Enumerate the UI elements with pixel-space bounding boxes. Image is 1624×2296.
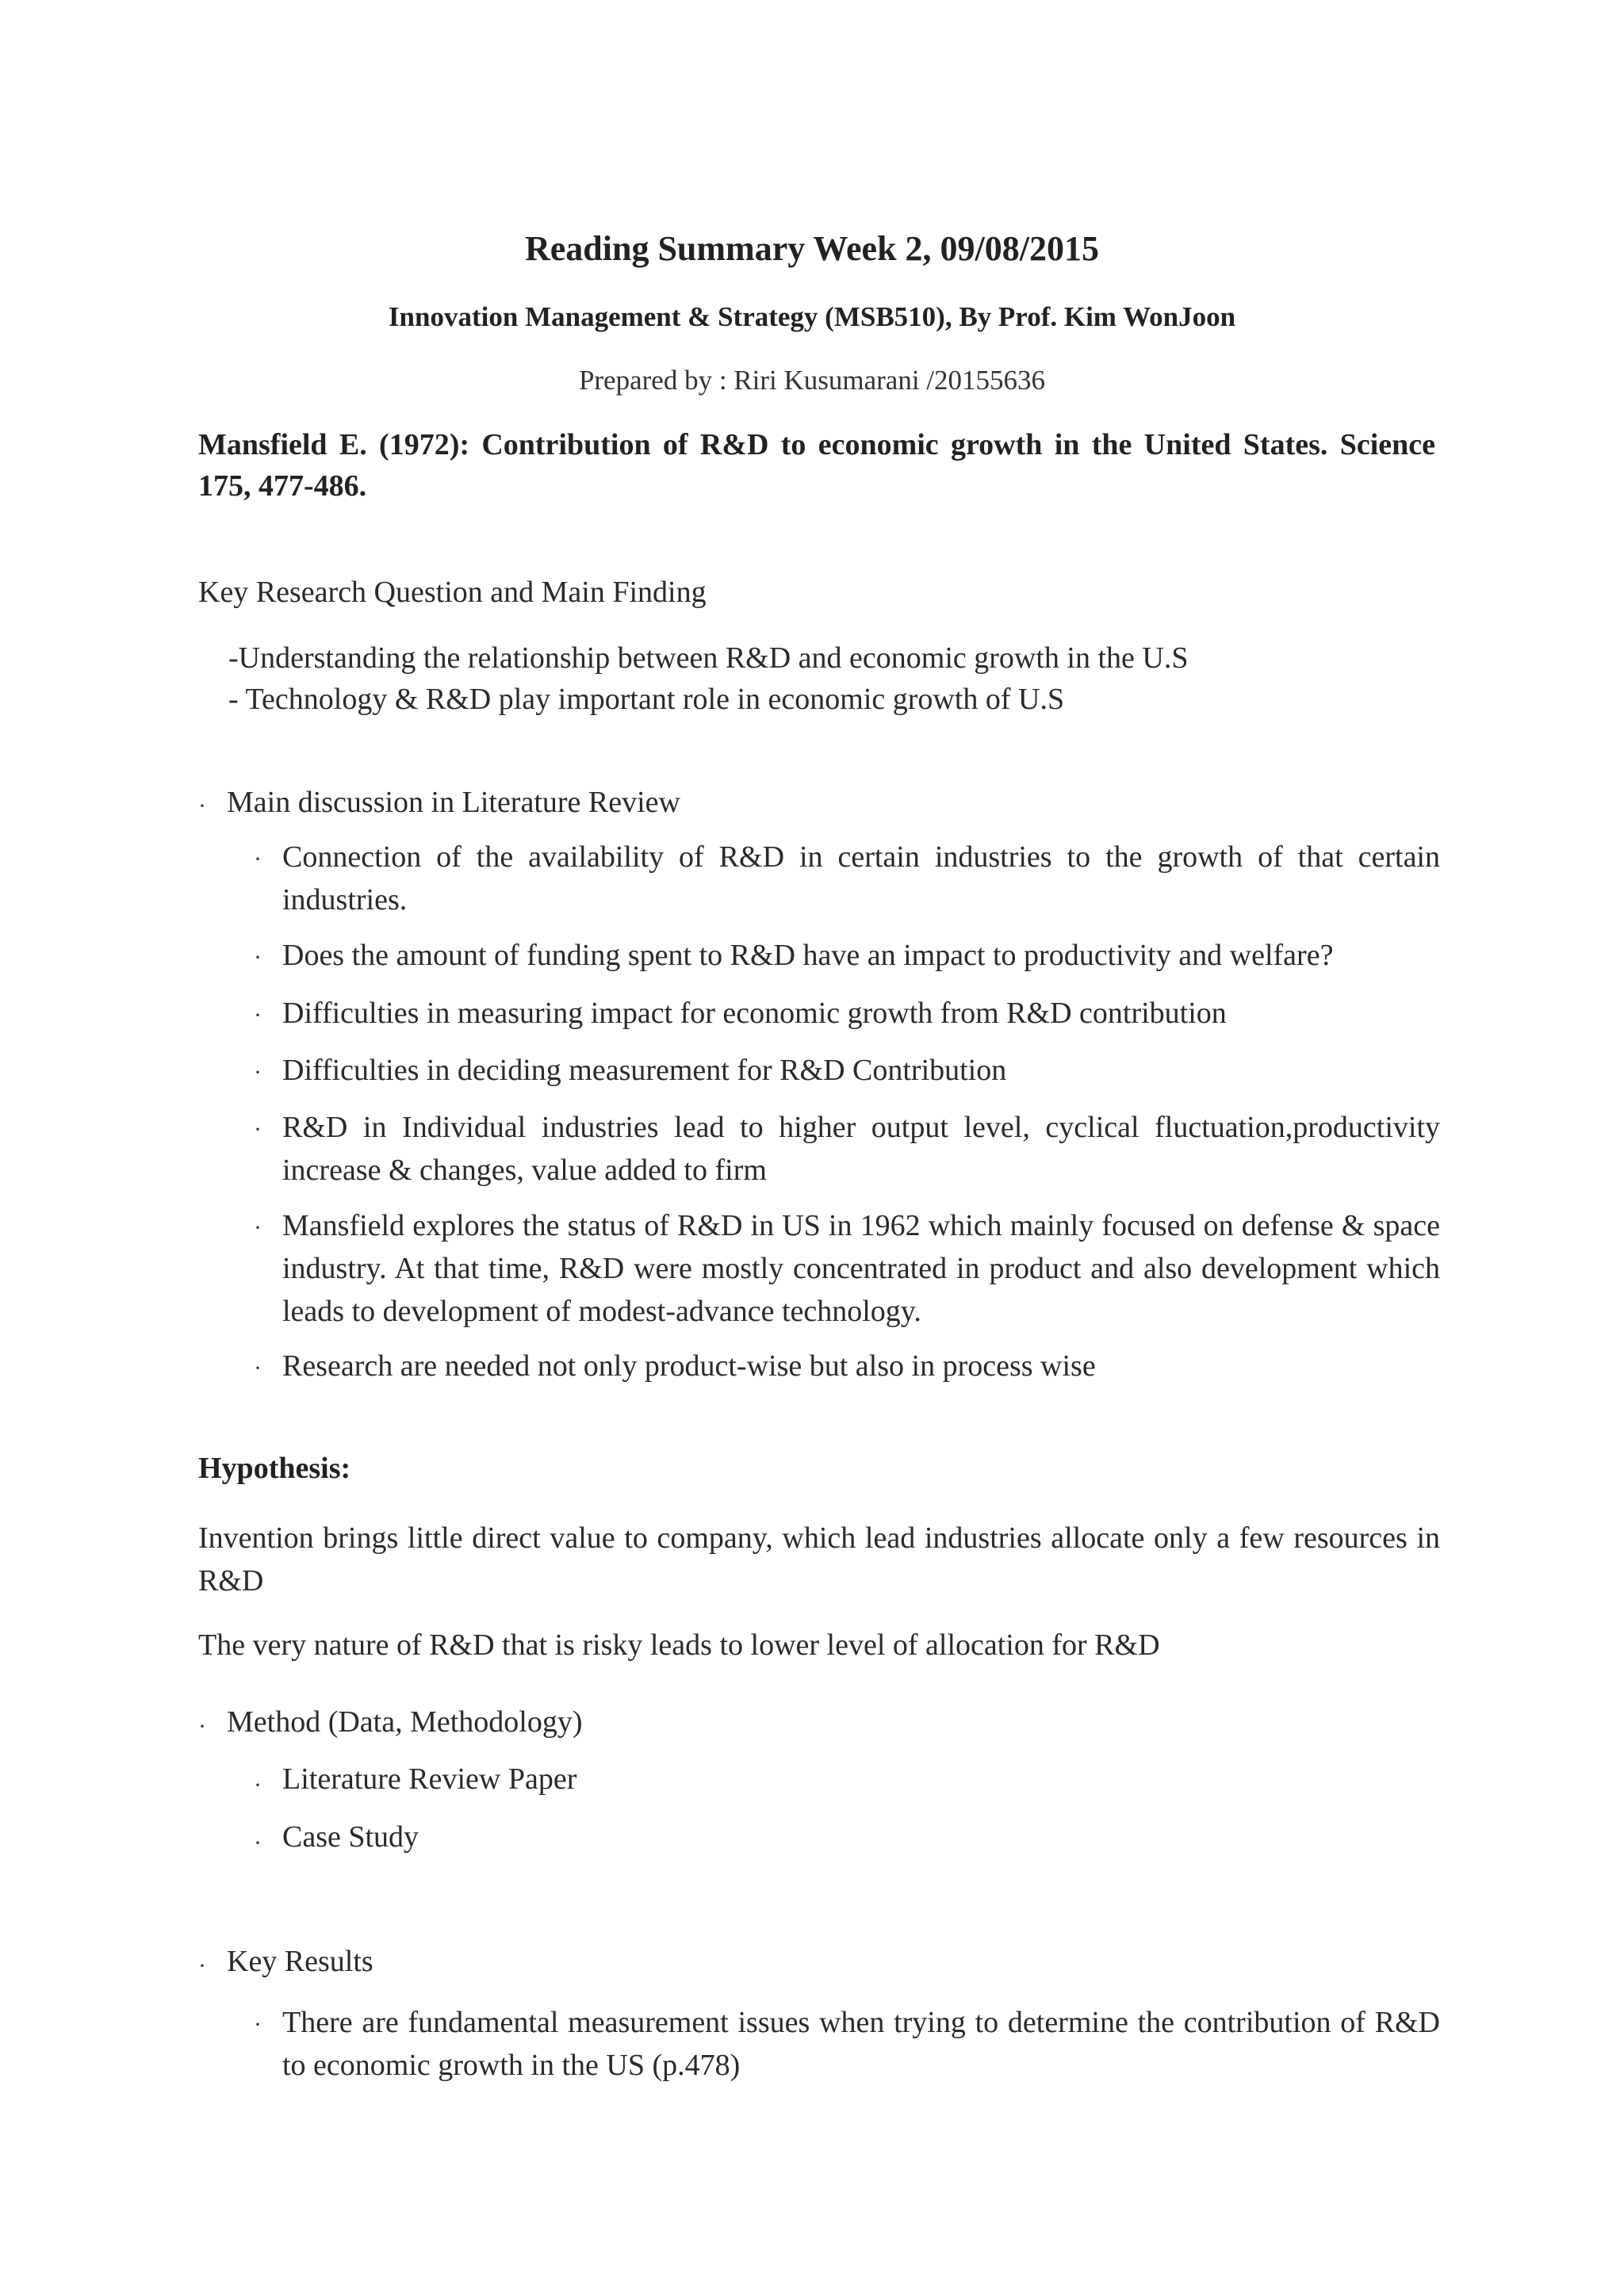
hypothesis-heading: Hypothesis: — [198, 1452, 351, 1485]
course-subtitle: Innovation Management & Strategy (MSB510), By Prof. Kim WonJoon — [388, 301, 1236, 332]
prepared-by: Prepared by : Riri Kusumarani /20155636 — [578, 365, 1046, 396]
bullet-marker: · — [254, 1059, 262, 1085]
key-research-line-1: -Understanding the relationship between R&D and economic growth in the U.S — [228, 641, 1189, 675]
list-item: Literature Review Paper — [282, 1762, 577, 1796]
key-research-line-2: - Technology & R&D play important role in economic growth of U.S — [228, 683, 1065, 716]
bullet-marker: · — [254, 944, 262, 970]
list-item: Connection of the availability of R&D in certain industries to the growth of that certain industries. — [282, 840, 1440, 916]
bullet-marker: · — [254, 1002, 262, 1028]
bullet-marker: · — [254, 2011, 262, 2038]
hypothesis-paragraph: Invention brings little direct value to company, which lead industries allocate only a few resources in R&D — [198, 1521, 1440, 1598]
list-item: Mansfield explores the status of R&D in US in 1962 which mainly focused on defense & space industry. At that time, R&D were mostly concentrated in product and also development which leads to development of modest-advance technology. — [282, 1209, 1440, 1328]
bullet-marker: · — [254, 846, 262, 872]
list-item: Case Study — [282, 1820, 419, 1854]
hypothesis-paragraph: The very nature of R&D that is risky leads to lower level of allocation for R&D — [198, 1628, 1160, 1662]
bullet-marker: · — [198, 1953, 206, 1979]
method-heading: Method (Data, Methodology) — [227, 1705, 583, 1739]
bullet-marker: · — [254, 1116, 262, 1142]
list-item: Difficulties in deciding measurement for R&D Contribution — [282, 1054, 1007, 1087]
key-results-heading: Key Results — [227, 1945, 373, 1978]
key-research-heading: Key Research Question and Main Finding — [198, 576, 707, 609]
list-item: Difficulties in measuring impact for economic growth from R&D contribution — [282, 997, 1227, 1030]
bullet-marker: · — [254, 1355, 262, 1381]
bullet-marker: · — [198, 1713, 206, 1739]
list-item: R&D in Individual industries lead to higher output level, cyclical fluctuation,productivity increase & changes, value added to firm — [282, 1111, 1440, 1187]
list-item: There are fundamental measurement issues when trying to determine the contribution of R&D to economic growth in the US (p.478) — [282, 2006, 1440, 2082]
bullet-marker: · — [198, 793, 206, 819]
citation: Mansfield E. (1972): Contribution of R&D to economic growth in the United States. Science 175, 477-486. — [198, 428, 1435, 503]
bullet-marker: · — [254, 1830, 262, 1856]
bullet-marker: · — [254, 1772, 262, 1798]
bullet-marker: · — [254, 1215, 262, 1241]
list-item: Does the amount of funding spent to R&D have an impact to productivity and welfare? — [282, 939, 1334, 972]
page-title: Reading Summary Week 2, 09/08/2015 — [524, 229, 1099, 268]
list-item: Research are needed not only product-wise but also in process wise — [282, 1349, 1096, 1383]
literature-review-heading: Main discussion in Literature Review — [227, 786, 680, 819]
